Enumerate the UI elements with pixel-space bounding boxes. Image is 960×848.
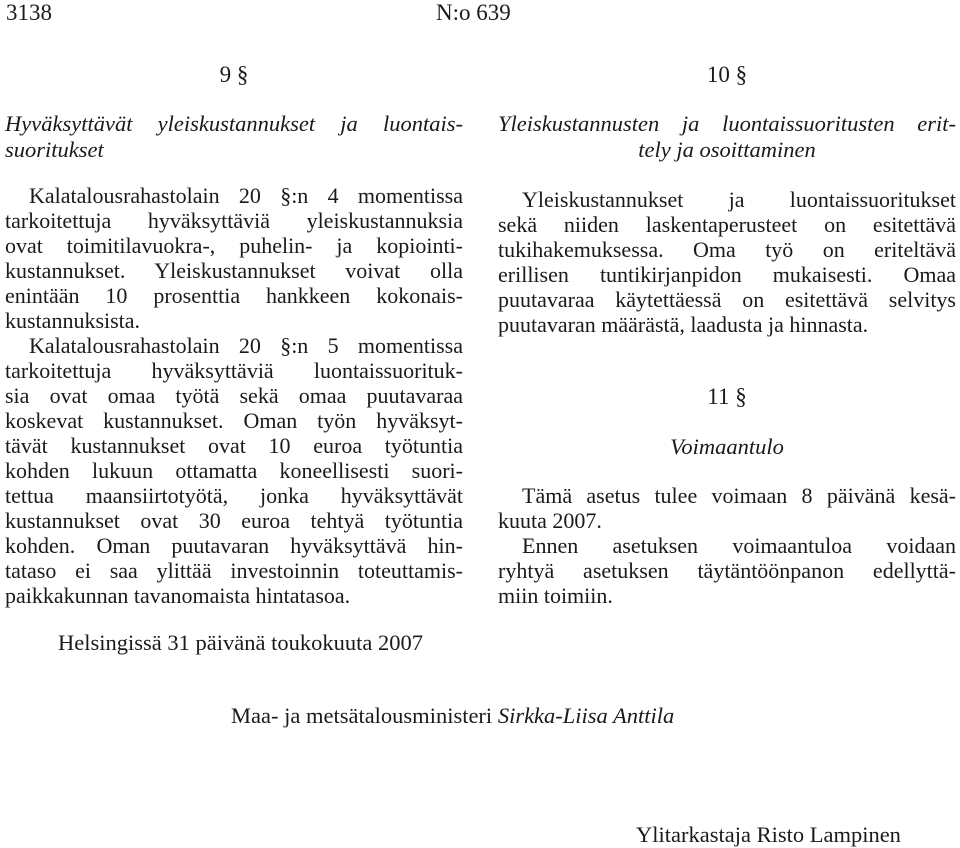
paragraph-line: tukihakemuksessa. Oma työ on eriteltävä	[498, 237, 956, 262]
paragraph-line: kohden. Oman puutavaran hyväksyttävä hin-	[5, 533, 463, 558]
section-10-title-line: Yleiskustannusten ja luontaissuoritusten erit-	[498, 111, 956, 136]
minister-title: Maa- ja metsätalousministeri	[231, 703, 493, 728]
section-11-title: Voimaantulo	[670, 434, 784, 459]
paragraph-line: sia ovat omaa työtä sekä omaa puutavaraa	[5, 383, 463, 408]
section-10-title-line: tely ja osoittaminen	[638, 137, 816, 162]
section-9-title-line: Hyväksyttävät yleiskustannukset ja luontais-	[5, 111, 463, 136]
bulletin-number: N:o 639	[436, 0, 511, 25]
section-9-paragraph-1	[5, 183, 463, 333]
paragraph-line: sekä niiden laskentaperusteet on esitettävä	[498, 212, 956, 237]
official-signature: Ylitarkastaja Risto Lampinen	[636, 822, 901, 847]
paragraph-line: Yleiskustannukset ja luontaissuoritukset	[522, 187, 956, 212]
paragraph-line: Kalatalousrahastolain 20 §:n 5 momentissa	[29, 333, 463, 358]
paragraph-line: miin toimiin.	[498, 583, 613, 608]
paragraph-line: kustannukset. Yleiskustannukset voivat olla	[5, 258, 463, 283]
paragraph-line: Tämä asetus tulee voimaan 8 päivänä kesä-	[522, 483, 956, 508]
section-10-number: 10 §	[706, 62, 748, 87]
section-11-paragraph-2	[498, 533, 956, 608]
section-9-title	[5, 111, 463, 163]
paragraph-line: paikkakunnan tavanomaista hintatasoa.	[5, 583, 351, 608]
paragraph-line: ovat toimitilavuokra-, puhelin- ja kopiointi-	[5, 233, 463, 258]
minister-signature	[231, 703, 674, 729]
paragraph-line: tataso ei saa ylittää investoinnin toteuttamis-	[5, 558, 463, 583]
section-10-title	[498, 111, 956, 163]
paragraph-line: ryhtyä asetuksen täytäntöönpanon edellyttä-	[498, 558, 956, 583]
section-9-number: 9 §	[219, 62, 249, 87]
paragraph-line: tarkoitettuja hyväksyttäviä luontaissuorituk-	[5, 358, 463, 383]
paragraph-line: Ennen asetuksen voimaantuloa voidaan	[522, 533, 956, 558]
paragraph-line: kuuta 2007.	[498, 508, 602, 533]
paragraph-line: enintään 10 prosenttia hankkeen kokonais-	[5, 283, 463, 308]
paragraph-line: kustannukset ovat 30 euroa tehtyä työtuntia	[5, 508, 463, 533]
paragraph-line: koskevat kustannukset. Oman työn hyväksyt-	[5, 408, 463, 433]
paragraph-line: tävät kustannukset ovat 10 euroa työtuntia	[5, 433, 463, 458]
paragraph-line: kohden lukuun ottamatta koneellisesti suori-	[5, 458, 463, 483]
paragraph-line: tettua maansiirtotyötä, jonka hyväksyttävät	[5, 483, 463, 508]
paragraph-line: puutavaran määrästä, laadusta ja hinnasta.	[498, 312, 869, 337]
section-9-title-line: suoritukset	[5, 137, 104, 162]
paragraph-line: puutavaraa käytettäessä on esitettävä selvitys	[498, 287, 956, 312]
page-number: 3138	[6, 0, 52, 25]
paragraph-line: tarkoitettuja hyväksyttäviä yleiskustannuksia	[5, 208, 463, 233]
section-10-paragraph-1	[498, 187, 956, 337]
section-9-paragraph-2	[5, 333, 463, 608]
section-11-paragraph-1	[498, 483, 956, 533]
minister-name: Sirkka-Liisa Anttila	[497, 703, 675, 728]
place-and-date: Helsingissä 31 päivänä toukokuuta 2007	[58, 630, 423, 655]
section-11-number: 11 §	[707, 384, 747, 409]
paragraph-line: kustannuksista.	[5, 308, 141, 333]
paragraph-line: erillisen tuntikirjanpidon mukaisesti. Omaa	[498, 262, 956, 287]
paragraph-line: Kalatalousrahastolain 20 §:n 4 momentissa	[29, 183, 463, 208]
